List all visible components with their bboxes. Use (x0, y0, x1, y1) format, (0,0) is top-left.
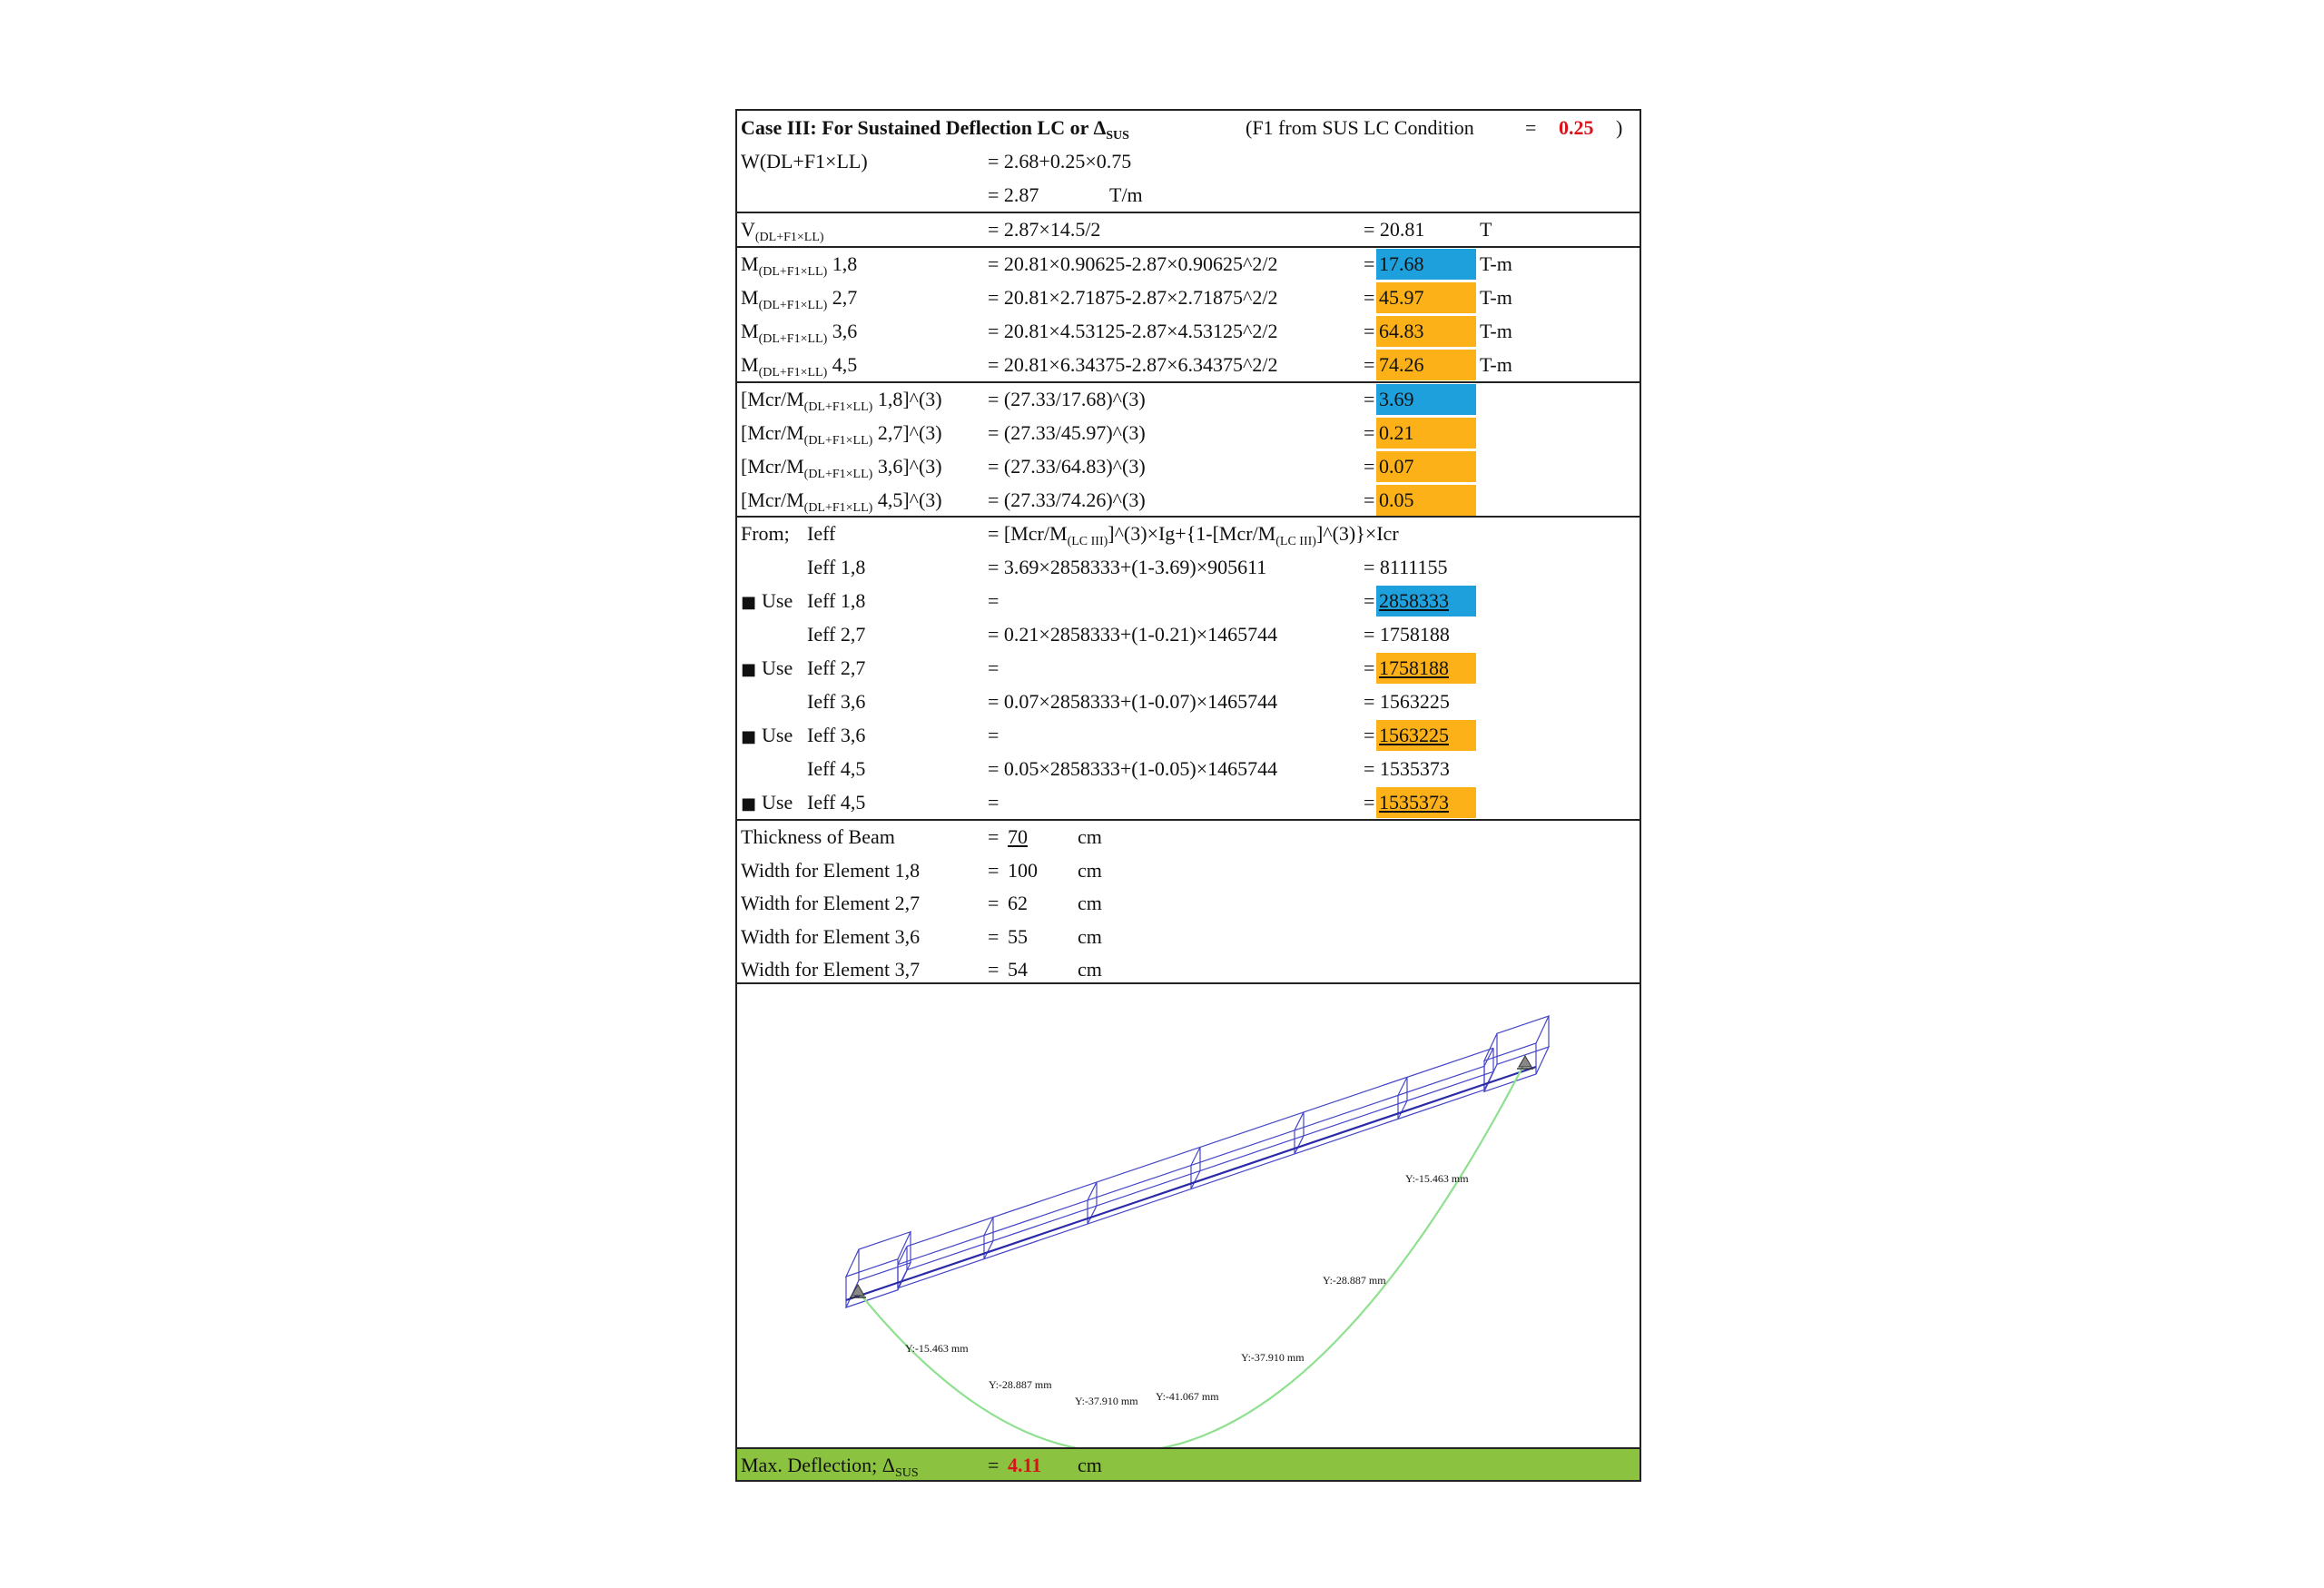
moment-unit: T-m (1480, 353, 1512, 376)
ratio-label: [$Mcr/M_{(DL+F1\times LL)}$ 1,8]^(3) (741, 388, 942, 414)
beam-wireframe (846, 1016, 1549, 1307)
ieff-calc-label: Ieff 4,5 (807, 757, 866, 780)
moment-expression: = 20.81×0.90625-2.87×0.90625^2/2 (988, 252, 1278, 275)
ratio-label: [$Mcr/M_{(DL+F1\times LL)}$ 2,7]^(3) (741, 421, 942, 448)
use-marker: ■ Use (741, 724, 793, 746)
dimension-unit: cm (1078, 825, 1102, 848)
beam-deflection-diagram (737, 984, 1640, 1447)
ratio-expression: = (27.33/17.68)^(3) (988, 388, 1146, 410)
moment-value: 17.68 (1376, 249, 1476, 280)
moment-expression: = 20.81×2.71875-2.87×2.71875^2/2 (988, 286, 1278, 309)
max-deflection-eq: = (988, 1454, 1000, 1476)
f1-value: 0.25 (1559, 116, 1594, 139)
from-label: From; (741, 522, 790, 545)
ratio-eq: = (1364, 488, 1375, 511)
ieff-use-row (737, 584, 1640, 617)
ieff-formula: = $[Mcr/M_{(LC III)}]\^{}(3)\times Ig+\{1-[Mcr/M_{(LC III)}]\^{}(3)\}\times Icr$ (988, 522, 1399, 548)
ieff-calc-expression: = 0.07×2858333+(1-0.07)×1465744 (988, 690, 1278, 713)
ieff-calc-label: Ieff 2,7 (807, 623, 866, 646)
deflection-label: Y:-28.887 mm (989, 1378, 1052, 1391)
bullet-square-icon: ■ (741, 794, 757, 814)
ieff-calc-row (737, 550, 1640, 584)
support-triangle-icon (852, 1285, 864, 1296)
moment-row (737, 247, 1640, 281)
dimension-label: Width for Element 3,6 (741, 924, 921, 948)
ratio-row (737, 416, 1640, 449)
moment-label: $M_{(DL+F1\times LL)}$ 2,7 (741, 286, 858, 312)
ratio-eq: = (1364, 455, 1375, 478)
moment-row (737, 281, 1640, 314)
ieff-calc-row (737, 617, 1640, 651)
ieff-calc-expression: = 0.05×2858333+(1-0.05)×1465744 (988, 757, 1278, 780)
beam-deflection-svg (737, 984, 1640, 1447)
dimension-label: Width for Element 1,8 (741, 858, 921, 882)
moment-value: 45.97 (1376, 282, 1476, 313)
ieff-use-eq: = (1364, 791, 1375, 814)
ieff-calc-label: Ieff 3,6 (807, 690, 866, 713)
moment-expression: = 20.81×6.34375-2.87×6.34375^2/2 (988, 353, 1278, 376)
f1-equals: = (1525, 116, 1537, 139)
f1-close: ) (1616, 116, 1623, 139)
max-deflection-value: 4.11 (1008, 1454, 1042, 1476)
use-marker: ■ Use (741, 589, 793, 612)
dimension-label: Width for Element 3,7 (741, 958, 921, 981)
dimension-row (737, 952, 1640, 986)
moment-eq: = (1364, 353, 1375, 376)
ratio-eq: = (1364, 421, 1375, 444)
ieff-formula-row (737, 517, 1640, 550)
load-row (737, 144, 1640, 178)
moment-eq: = (1364, 286, 1375, 309)
ieff-use-expression: = (988, 656, 1000, 679)
ratio-row (737, 449, 1640, 483)
dimension-value: 54 (1008, 958, 1028, 981)
ratio-expression: = (27.33/74.26)^(3) (988, 488, 1146, 511)
shear-result: = 20.81 (1364, 218, 1425, 241)
load-expression: = 2.68+0.25×0.75 (988, 150, 1132, 173)
ieff-use-label: Ieff 2,7 (807, 656, 866, 679)
ratio-value: 0.07 (1376, 451, 1476, 482)
moment-label: $M_{(DL+F1\times LL)}$ 3,6 (741, 320, 858, 346)
ratio-value: 0.05 (1376, 485, 1476, 516)
max-deflection-bar (737, 1447, 1640, 1480)
deflection-labels (905, 1172, 1469, 1407)
dimension-row (737, 886, 1640, 920)
dimension-eq: = (988, 858, 1000, 882)
moment-unit: T-m (1480, 320, 1512, 342)
shear-unit: T (1480, 218, 1492, 241)
moment-expression: = 20.81×4.53125-2.87×4.53125^2/2 (988, 320, 1278, 342)
dimension-row (737, 920, 1640, 953)
deflection-label: Y:-41.067 mm (1156, 1390, 1219, 1403)
dimension-unit: cm (1078, 892, 1102, 914)
ieff-use-row (737, 651, 1640, 685)
dimension-value: 62 (1008, 892, 1028, 914)
dimension-unit: cm (1078, 858, 1102, 882)
calculation-sheet (735, 109, 1641, 1482)
deflection-label: Y:-37.910 mm (1241, 1351, 1305, 1364)
ieff-use-label: Ieff 1,8 (807, 589, 866, 612)
ieff-use-value: 1758188 (1376, 653, 1476, 684)
ieff-use-label: Ieff 3,6 (807, 724, 866, 746)
moment-row (737, 348, 1640, 381)
f1-condition-label: (F1 from SUS LC Condition (1246, 116, 1474, 139)
moment-unit: T-m (1480, 252, 1512, 275)
ieff-use-eq: = (1364, 724, 1375, 746)
dimension-eq: = (988, 924, 1000, 948)
ieff-use-expression: = (988, 589, 1000, 612)
ieff-use-expression: = (988, 791, 1000, 814)
deflection-label: Y:-28.887 mm (1323, 1274, 1386, 1287)
moment-label: $M_{(DL+F1\times LL)}$ 1,8 (741, 252, 858, 279)
moment-label: $M_{(DL+F1\times LL)}$ 4,5 (741, 353, 858, 380)
moment-value: 74.26 (1376, 350, 1476, 380)
ieff-calc-result: = 1758188 (1364, 623, 1450, 646)
ieff-calc-row (737, 752, 1640, 785)
ieff-use-eq: = (1364, 656, 1375, 679)
dimension-label: Width for Element 2,7 (741, 892, 921, 914)
ieff-calc-expression: = 0.21×2858333+(1-0.21)×1465744 (988, 623, 1278, 646)
bullet-square-icon: ■ (741, 727, 757, 746)
ieff-calc-result: = 1535373 (1364, 757, 1450, 780)
ieff-label: Ieff (807, 522, 836, 545)
ieff-calc-expression: = 3.69×2858333+(1-3.69)×905611 (988, 556, 1267, 578)
ieff-use-eq: = (1364, 589, 1375, 612)
case-header (737, 111, 1640, 144)
ieff-calc-result: = 8111155 (1364, 556, 1448, 578)
dimension-row (737, 853, 1640, 887)
shear-row (737, 212, 1640, 246)
deflection-label: Y:-15.463 mm (905, 1342, 969, 1355)
shear-expression: = 2.87×14.5/2 (988, 218, 1101, 241)
end-box-top (1484, 1016, 1549, 1060)
load-label: W(DL+F1×LL) (741, 150, 868, 173)
deflection-label: Y:-15.463 mm (1405, 1172, 1469, 1185)
moment-value: 64.83 (1376, 316, 1476, 347)
dimension-eq: = (988, 825, 1000, 848)
bullet-square-icon: ■ (741, 593, 757, 612)
dimension-row (737, 820, 1640, 853)
max-deflection-label: Max. Deflection; $\Delta_{SUS}$ (741, 1454, 919, 1480)
ieff-use-row (737, 718, 1640, 752)
ratio-row (737, 483, 1640, 517)
ieff-calc-row (737, 685, 1640, 718)
ieff-use-value: 1563225 (1376, 720, 1476, 751)
moment-unit: T-m (1480, 286, 1512, 309)
moment-row (737, 314, 1640, 348)
ratio-eq: = (1364, 388, 1375, 410)
use-marker: ■ Use (741, 791, 793, 814)
moment-eq: = (1364, 252, 1375, 275)
load-result: = 2.87 (988, 183, 1039, 206)
moment-eq: = (1364, 320, 1375, 342)
end-box-bottom (1484, 1047, 1549, 1091)
dimension-value: 100 (1008, 858, 1038, 882)
ratio-value: 3.69 (1376, 384, 1476, 415)
max-deflection-unit: cm (1078, 1454, 1102, 1476)
ieff-calc-label: Ieff 1,8 (807, 556, 866, 578)
dimension-eq: = (988, 892, 1000, 914)
ratio-value: 0.21 (1376, 418, 1476, 449)
support-triangle-icon (1519, 1056, 1531, 1067)
end-box-bottom (846, 1263, 911, 1307)
ratio-expression: = (27.33/45.97)^(3) (988, 421, 1146, 444)
ieff-use-expression: = (988, 724, 1000, 746)
shear-label: $V_{(DL+F1\times LL)}$ (741, 218, 824, 244)
dimension-unit: cm (1078, 958, 1102, 981)
end-box-top (846, 1232, 911, 1277)
ratio-row (737, 382, 1640, 416)
ieff-use-value: 2858333 (1376, 586, 1476, 616)
dimension-value: 70 (1008, 825, 1028, 848)
load-unit: T/m (1109, 183, 1143, 206)
ieff-use-value: 1535373 (1376, 787, 1476, 818)
dimension-unit: cm (1078, 924, 1102, 948)
dimension-value: 55 (1008, 924, 1028, 948)
ratio-expression: = (27.33/64.83)^(3) (988, 455, 1146, 478)
use-marker: ■ Use (741, 656, 793, 679)
dimension-eq: = (988, 958, 1000, 981)
bullet-square-icon: ■ (741, 660, 757, 679)
case-title: Case III: For Sustained Deflection LC or $\Delta_{SUS}$ (741, 116, 1129, 143)
ratio-label: [$Mcr/M_{(DL+F1\times LL)}$ 3,6]^(3) (741, 455, 942, 481)
ratio-label: [$Mcr/M_{(DL+F1\times LL)}$ 4,5]^(3) (741, 488, 942, 515)
dimension-label: Thickness of Beam (741, 825, 895, 848)
deflection-label: Y:-37.910 mm (1075, 1395, 1138, 1407)
ieff-calc-result: = 1563225 (1364, 690, 1450, 713)
load-result-row (737, 178, 1640, 212)
ieff-use-label: Ieff 4,5 (807, 791, 866, 814)
ieff-use-row (737, 785, 1640, 819)
